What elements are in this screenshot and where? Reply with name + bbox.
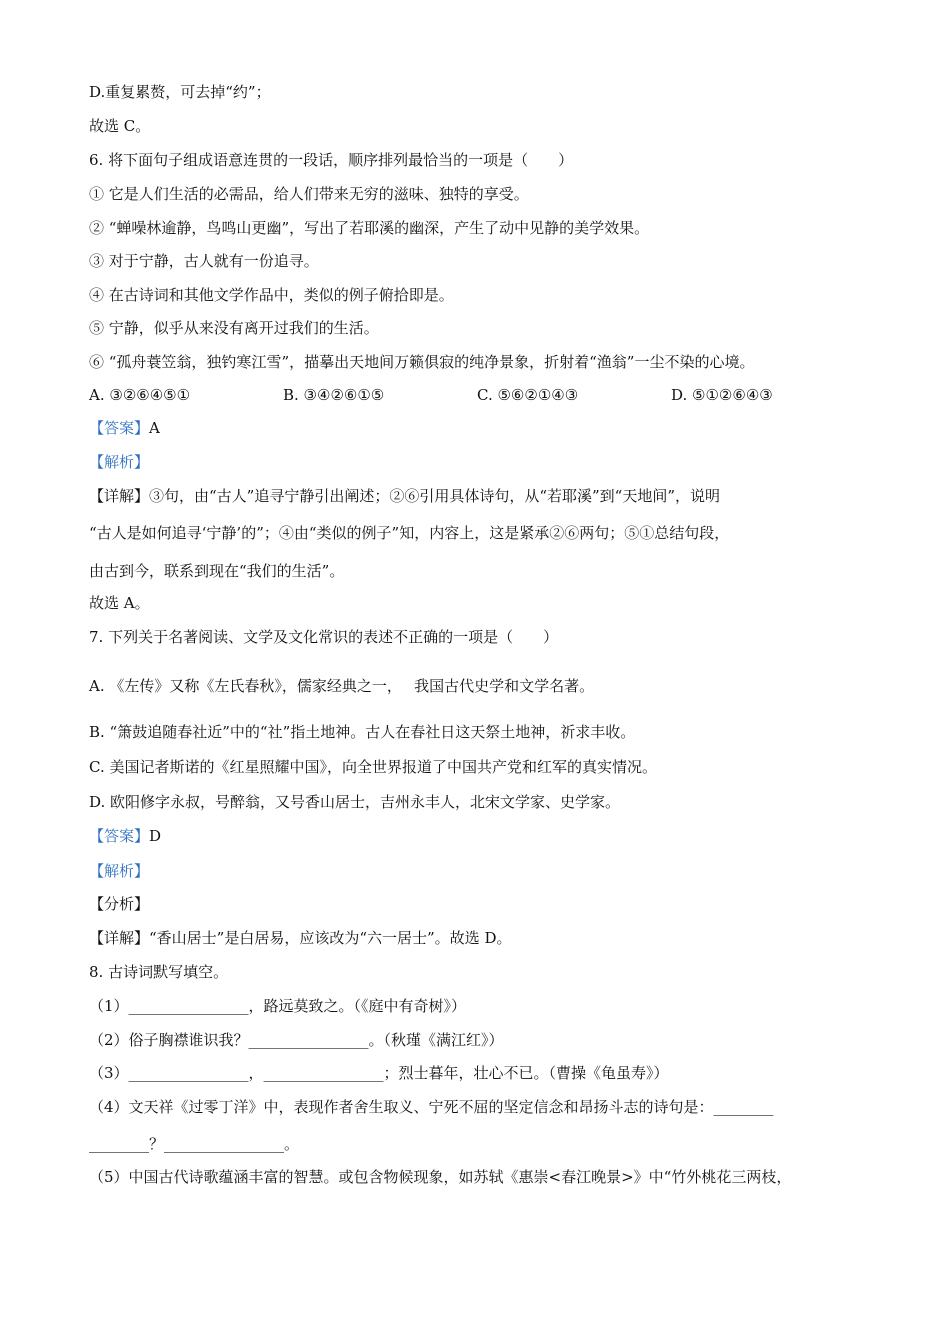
q7-option-c: C. 美国记者斯诺的《红星照耀中国》，向全世界报道了中国共产党和红军的真实情况。 (89, 758, 657, 776)
q7-option-a: A. 《左传》又称《左氏春秋》，儒家经典之一， 我国古代史学和文学名著。 (89, 677, 595, 695)
q6-option-d: D. ⑤①②⑥④③ (671, 386, 773, 404)
answer-choice-line: 故选 C。 (89, 117, 151, 135)
q6-sentence-4: ④ 在古诗词和其他文学作品中，类似的例子俯拾即是。 (89, 286, 454, 304)
q6-sentence-5: ⑤ 宁静，似乎从来没有离开过我们的生活。 (89, 319, 379, 337)
q6-option-c: C. ⑤⑥②①④③ (477, 386, 579, 404)
q6-sentence-6: ⑥ “孤舟蓑笠翁，独钓寒江雪”，描摹出天地间万籁俱寂的纯净景象，折射着“渔翁”一尘不染的心境。 (89, 353, 755, 371)
q8-item-1: （1）________________，路远莫致之。（《庭中有奇树》） (89, 997, 467, 1015)
question-7-stem: 7. 下列关于名著阅读、文学及文化常识的表述不正确的一项是（ ） (89, 628, 559, 646)
option-d-explanation: D.重复累赘，可去掉“约”； (89, 83, 271, 101)
q7-detail: 【详解】“香山居士”是白居易，应该改为“六一居士”。故选 D。 (89, 929, 512, 947)
q7-option-d: D. 欧阳修字永叔，号醉翁，又号香山居士，吉州永丰人，北宋文学家、史学家。 (89, 793, 621, 811)
answer-value: A (149, 419, 160, 437)
q6-sentence-3: ③ 对于宁静，古人就有一份追寻。 (89, 252, 319, 270)
q6-detail-line-2: “古人是如何追寻‘宁静’的”；④由“类似的例子”知，内容上，这是紧承②⑥两句；⑤①总结句段， (89, 524, 730, 542)
q6-option-b: B. ③④②⑥①⑤ (283, 386, 385, 404)
q7-analysis-sub: 【分析】 (89, 895, 150, 913)
q6-option-a: A. ③②⑥④⑤① (89, 386, 191, 404)
q6-detail-line-3: 由古到今，联系到现在“我们的生活”。 (89, 562, 345, 580)
q8-item-3: （3）________________，________________；烈士暮年，壮心不已。（曹操《龟虽寿》） (89, 1064, 669, 1082)
q8-item-5: （5）中国古代诗歌蕴涵丰富的智慧。或包含物候现象，如苏轼《惠崇<春江晚景>》中“竹外桃花三两枝， (89, 1168, 792, 1186)
answer-tag: 【答案】 (89, 419, 150, 437)
question-8-stem: 8. 古诗词默写填空。 (89, 963, 229, 981)
answer-tag: 【答案】 (89, 827, 150, 845)
q6-sentence-1: ① 它是人们生活的必需品，给人们带来无穷的滋味、独特的享受。 (89, 185, 529, 203)
q8-item-2: （2）俗子胸襟谁识我？________________。（秋瑾《满江红》） (89, 1031, 504, 1049)
answer-value: D (149, 827, 162, 845)
q6-detail-line-1: 【详解】③句，由“古人”追寻宁静引出阐述；②⑥引用具体诗句，从“若耶溪”到“天地间”，说明 (89, 487, 721, 505)
q7-option-b: B. “箫鼓追随春社近”中的“社”指土地神。古人在春社日这天祭土地神，祈求丰收。 (89, 723, 636, 741)
q6-analysis-tag: 【解析】 (89, 453, 150, 471)
q8-item-4-line-2: ________？________________。 (89, 1135, 300, 1153)
q7-answer (89, 826, 161, 846)
q6-conclusion: 故选 A。 (89, 594, 150, 612)
q6-options (89, 385, 773, 405)
q6-sentence-2: ② “蝉噪林逾静，鸟鸣山更幽”，写出了若耶溪的幽深，产生了动中见静的美学效果。 (89, 219, 650, 237)
q6-answer (89, 418, 160, 438)
q7-analysis-tag: 【解析】 (89, 862, 150, 880)
q8-item-4-line-1: （4）文天祥《过零丁洋》中，表现作者舍生取义、宁死不屈的坚定信念和昂扬斗志的诗句是：________ (89, 1098, 774, 1116)
question-6-stem: 6. 将下面句子组成语意连贯的一段话，顺序排列最恰当的一项是（ ） (89, 151, 574, 169)
